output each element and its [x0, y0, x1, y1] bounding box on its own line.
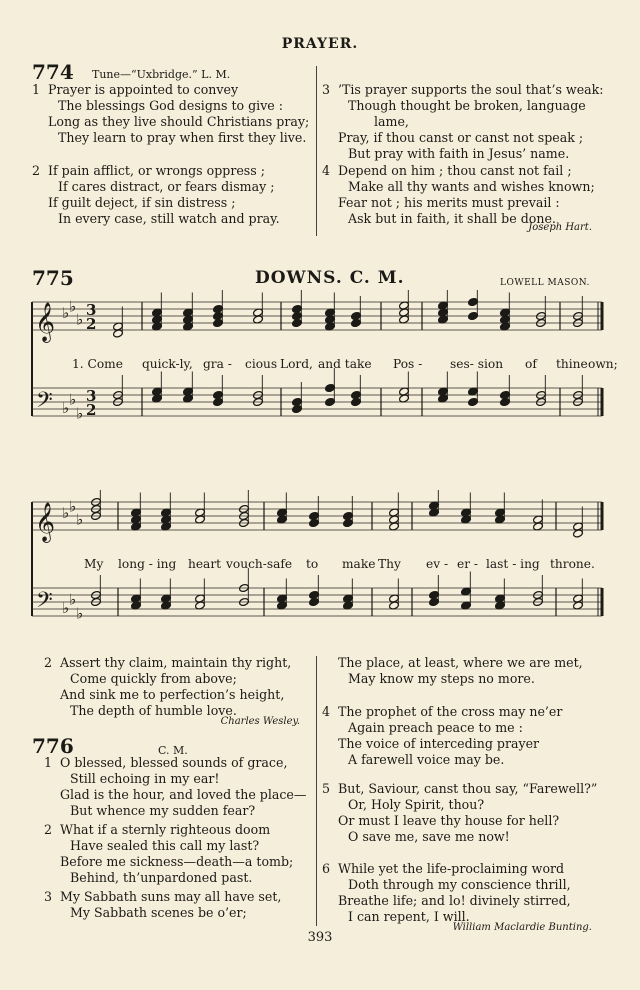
hymn-776-stanza-3: [44, 889, 316, 921]
lyric-syllable: vouch-safe: [226, 557, 293, 571]
hymn-775-author: Charles Wesley.: [220, 716, 300, 727]
verse-line: Pray, if thou canst or canst not speak ;: [338, 130, 584, 145]
flat-sign-icon: ♭: [76, 404, 84, 423]
hymn-774-number: 774: [32, 60, 74, 84]
verse-line: Or, Holy Spirit, thou?: [348, 797, 485, 812]
stanza-number: 3: [322, 82, 331, 97]
lyrics-line-1: [0, 357, 640, 375]
flat-sign-icon: ♭: [69, 590, 77, 609]
verse-line: Glad is the hour, and loved the place—: [60, 787, 307, 802]
treble-clef-icon: 𝄞: [35, 302, 56, 342]
verse-line: Behind, th’unpardoned past.: [70, 870, 253, 885]
stanza-number: 5: [322, 781, 331, 796]
note-head: [343, 518, 354, 527]
lyric-syllable: long - ing: [118, 557, 177, 571]
verse-line: Depend on him ; thou canst not fail ;: [338, 163, 572, 178]
verse-line: lame,: [374, 114, 409, 129]
hymn-775-number: 775: [32, 266, 74, 290]
verse-line: But, Saviour, canst thou say, “Farewell?”: [338, 781, 598, 796]
lyric-syllable: 1. Come: [72, 357, 123, 371]
verse-line: Though thought be broken, language: [348, 98, 586, 113]
lyric-syllable: to: [306, 557, 319, 571]
verse-line: Come quickly from above;: [70, 671, 237, 686]
lyrics-line-2: [0, 557, 640, 575]
note-head: [309, 518, 320, 527]
verse-line: Prayer is appointed to convey: [48, 82, 239, 97]
page-number: 393: [307, 930, 333, 945]
stanza-number: 1: [44, 755, 53, 770]
hymn-776-stanza-5: [322, 781, 612, 845]
hymn-776-author: William Maclardie Bunting.: [452, 922, 592, 933]
verse-line: A farewell voice may be.: [348, 752, 505, 767]
lyric-syllable: Pos -: [393, 357, 423, 371]
flat-sign-icon: ♭: [69, 297, 77, 316]
column-divider: [316, 656, 317, 926]
tune-title: DOWNS. C. M.: [255, 268, 405, 288]
verse-line: The prophet of the cross may ne’er: [338, 704, 563, 719]
time-signature-top: 3: [86, 387, 97, 405]
hymn-776-stanza-6: [322, 861, 612, 925]
verse-line: If guilt deject, if sin distress ;: [48, 195, 236, 210]
note-head: [500, 397, 511, 406]
hymn-776-stanza-continued: [322, 655, 612, 687]
flat-sign-icon: ♭: [69, 390, 77, 409]
verse-line: They learn to pray when first they live.: [58, 130, 307, 145]
verse-line: The place, at least, where we are met,: [338, 655, 583, 670]
verse-line: Ask but in faith, it shall be done.: [348, 211, 556, 226]
lyric-syllable: Lord,: [280, 357, 313, 371]
verse-line: Fear not ; his merits must prevail :: [338, 195, 560, 210]
hymn-774-tune: Tune—“Uxbridge.” L. M.: [92, 68, 231, 81]
lyric-syllable: thine: [556, 357, 588, 371]
note-head: [213, 318, 224, 327]
verse-line: But pray with faith in Jesus’ name.: [348, 146, 570, 161]
note-head: [325, 397, 336, 406]
verse-line: Long as they live should Christians pray;: [48, 114, 310, 129]
lyric-syllable: gra -: [203, 357, 232, 371]
composer: LOWELL MASON.: [500, 278, 590, 288]
note-head: [213, 397, 224, 406]
flat-sign-icon: ♭: [62, 504, 70, 522]
verse-line: May know my steps no more.: [348, 671, 535, 686]
verse-line: I can repent, I will.: [348, 909, 470, 924]
verse-line: My Sabbath suns may all have set,: [60, 889, 282, 904]
verse-line: Or must I leave thy house for hell?: [338, 813, 560, 828]
verse-line: If pain afflict, or wrongs oppress ;: [48, 163, 265, 178]
stanza-number: 2: [44, 655, 53, 670]
hymn-775-stanza-2: [44, 655, 314, 719]
lyric-syllable: ses- sion: [450, 357, 504, 371]
lyric-syllable: er -: [457, 557, 479, 571]
note-head: [292, 404, 303, 413]
hymn-774-stanza-2: [32, 163, 322, 227]
flat-sign-icon: ♭: [62, 399, 70, 417]
verse-line: Make all thy wants and wishes known;: [348, 179, 595, 194]
note-head: [309, 597, 320, 606]
flat-sign-icon: ♭: [76, 604, 84, 623]
verse-line: The voice of interceding prayer: [338, 736, 540, 751]
verse-line: Again preach peace to me :: [348, 720, 523, 735]
bass-clef-icon: 𝄢: [36, 588, 53, 618]
hymn-776-meter: C. M.: [158, 744, 188, 757]
note-head: [351, 397, 362, 406]
verse-line: My Sabbath scenes be o’er;: [70, 905, 247, 920]
page-header: PRAYER.: [281, 36, 359, 52]
note-head: [325, 383, 336, 392]
stanza-number: 2: [44, 822, 53, 837]
lyric-syllable: and take: [318, 357, 372, 371]
verse-line: Still echoing in my ear!: [70, 771, 220, 786]
time-signature-top: 3: [86, 301, 97, 319]
verse-line: ’Tis prayer supports the soul that’s weak:: [338, 82, 604, 97]
stanza-number: 6: [322, 861, 331, 876]
hymn-776-number: 776: [32, 734, 74, 758]
treble-clef-icon: 𝄞: [35, 502, 56, 542]
verse-line: In every case, still watch and pray.: [58, 211, 280, 226]
lyric-syllable: own;: [588, 357, 618, 371]
stanza-number: 3: [44, 889, 53, 904]
verse-line: O blessed, blessed sounds of grace,: [60, 755, 288, 770]
lyric-syllable: heart: [188, 557, 222, 571]
hymn-776-stanza-2: [44, 822, 316, 886]
lyric-syllable: My: [84, 557, 104, 571]
flat-sign-icon: ♭: [62, 304, 70, 322]
flat-sign-icon: ♭: [69, 497, 77, 516]
stanza-number: 1: [32, 82, 41, 97]
flat-sign-icon: ♭: [76, 310, 84, 329]
verse-line: While yet the life-proclaiming word: [338, 861, 565, 876]
lyric-syllable: quick-ly,: [142, 357, 193, 371]
note-head: [429, 597, 440, 606]
verse-line: Assert thy claim, maintain thy right,: [60, 655, 292, 670]
lyric-syllable: ev -: [426, 557, 449, 571]
lyric-syllable: last - ing: [486, 557, 540, 571]
lyric-syllable: throne.: [550, 557, 595, 571]
verse-line: If cares distract, or fears dismay ;: [58, 179, 275, 194]
hymn-774-author: Joseph Hart.: [528, 222, 592, 233]
hymn-776-stanza-4: [322, 704, 612, 768]
lyric-syllable: cious: [245, 357, 278, 371]
verse-line: The blessings God designs to give :: [58, 98, 284, 113]
bass-clef-icon: 𝄢: [36, 388, 53, 418]
hymn-774-stanza-1: [32, 82, 322, 146]
lyric-syllable: of: [525, 357, 537, 371]
verse-line: The depth of humble love.: [70, 703, 237, 718]
stanza-number: 4: [322, 704, 331, 719]
verse-line: Doth through my conscience thrill,: [348, 877, 571, 892]
verse-line: Breathe life; and lo! divinely stirred,: [338, 893, 571, 908]
note-head: [468, 311, 479, 320]
note-head: [468, 397, 479, 406]
note-head: [292, 318, 303, 327]
verse-line: Have sealed this call my last?: [70, 838, 260, 853]
stanza-number: 4: [322, 163, 331, 178]
verse-line: Before me sickness—death—a tomb;: [60, 854, 294, 869]
hymn-774-stanza-3: [322, 82, 612, 162]
verse-line: And sink me to perfection’s height,: [60, 687, 285, 702]
time-signature-bottom: 2: [86, 315, 97, 333]
flat-sign-icon: ♭: [62, 599, 70, 617]
verse-line: O save me, save me now!: [348, 829, 510, 844]
hymn-776-stanza-1: [44, 755, 316, 819]
time-signature-bottom: 2: [86, 401, 97, 419]
note-head: [351, 318, 362, 327]
hymn-774-stanza-4: [322, 163, 612, 227]
stanza-number: 2: [32, 163, 41, 178]
verse-line: What if a sternly righteous doom: [60, 822, 271, 837]
verse-line: But whence my sudden fear?: [70, 803, 256, 818]
column-divider: [316, 66, 317, 236]
note-head: [468, 297, 479, 306]
flat-sign-icon: ♭: [76, 510, 84, 529]
lyric-syllable: make: [342, 557, 376, 571]
lyric-syllable: Thy: [378, 557, 401, 571]
